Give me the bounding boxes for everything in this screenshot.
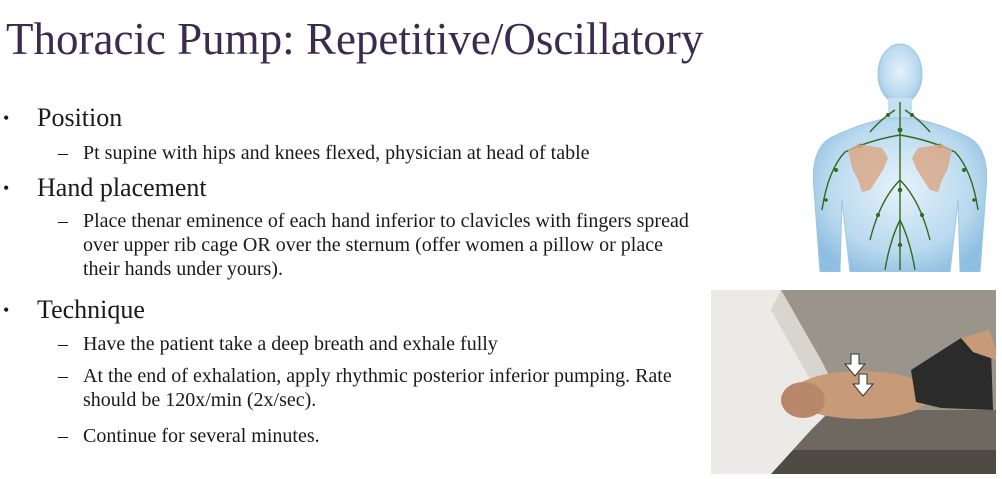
dash-glyph: – <box>58 142 68 164</box>
bullet-dot: • <box>3 108 10 128</box>
bullet-heading: Technique <box>37 295 145 324</box>
sub-bullet-text: Have the patient take a deep breath and exhale fully <box>83 333 498 355</box>
sub-bullet-text: At the end of exhalation, apply rhythmic posterior inferior pumping. Rate should be 120x/min (2x/sec). <box>83 365 672 411</box>
bullet-dot: • <box>3 178 10 198</box>
dash-glyph: – <box>58 365 68 387</box>
slide-title: Thoracic Pump: Repetitive/Oscillatory <box>6 14 704 64</box>
technique-photo <box>711 290 996 474</box>
dash-glyph: – <box>58 425 68 447</box>
dash-glyph: – <box>58 210 68 232</box>
lymphatic-body-illustration <box>800 40 998 272</box>
bullet-heading: Position <box>37 103 123 132</box>
bullet-dot: • <box>3 300 10 320</box>
dash-glyph: – <box>58 333 68 355</box>
sub-bullet-text: Place thenar eminence of each hand inferior to clavicles with fingers spread over upper rib cage OR over the sternum (offer women a pillow or place their hands under yours). <box>83 210 689 280</box>
bullet-heading: Hand placement <box>37 173 207 202</box>
torso-figure-icon <box>800 40 998 272</box>
technique-photo-illustration <box>711 290 996 474</box>
sub-bullet-text: Pt supine with hips and knees flexed, physician at head of table <box>83 142 590 164</box>
sub-bullet-text: Continue for several minutes. <box>83 425 320 447</box>
